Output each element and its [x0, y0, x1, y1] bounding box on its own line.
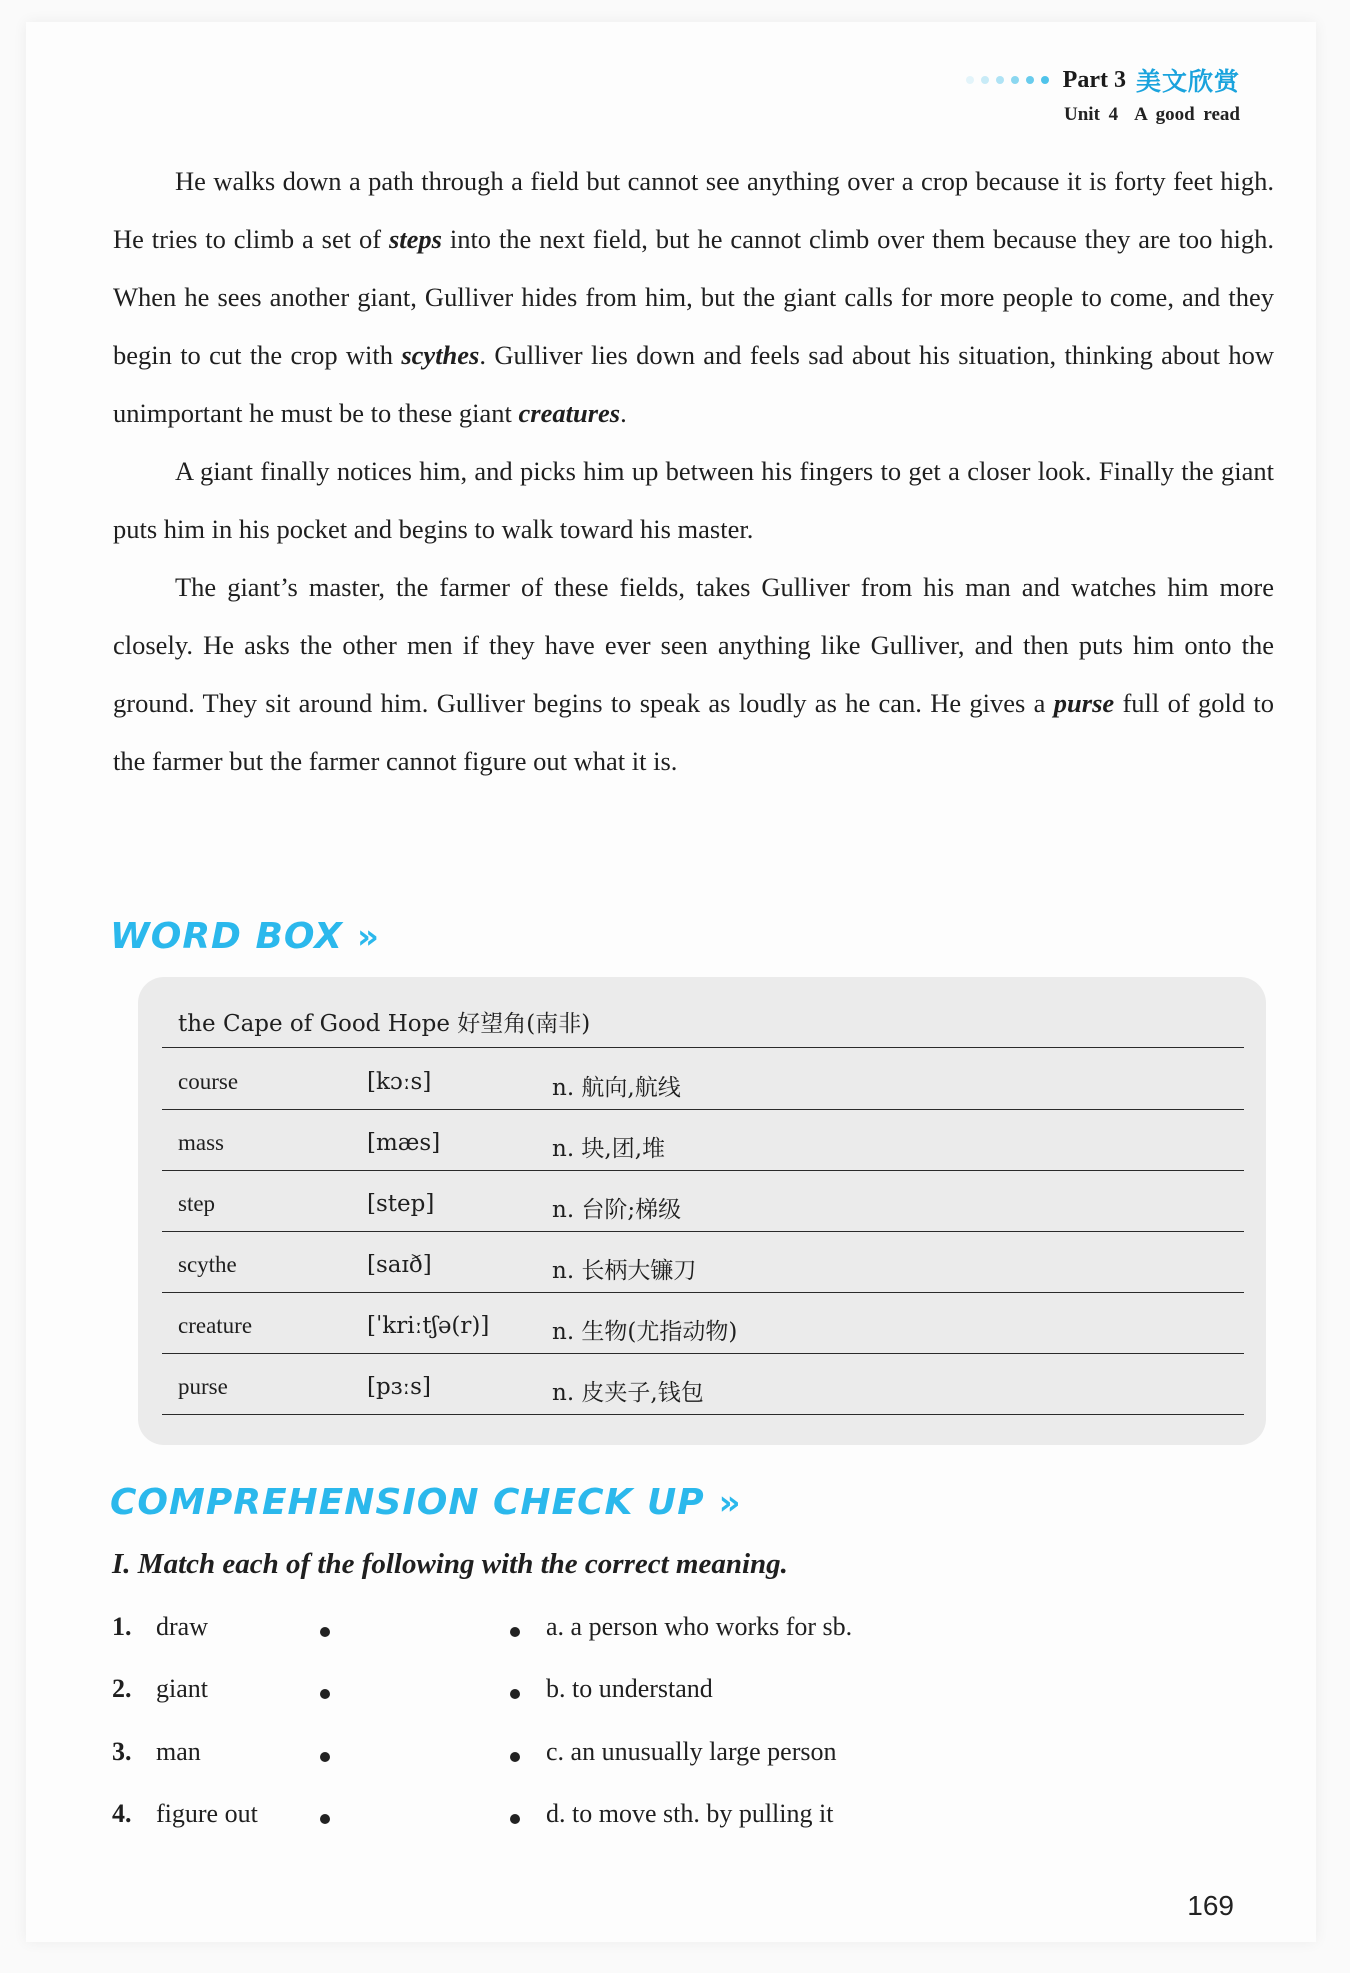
word-entry: step [step] n. 台阶;梯级	[162, 1171, 1244, 1232]
vocab-creatures: creatures	[518, 398, 621, 428]
word-box-title-entry: the Cape of Good Hope 好望角(南非)	[162, 995, 1244, 1048]
unit-title: A good read	[1134, 104, 1240, 125]
word-entry: purse [pɜːs] n. 皮夹子,钱包	[162, 1354, 1244, 1415]
match-point-left[interactable]	[320, 1627, 330, 1637]
part-label: Part 3	[1062, 66, 1126, 93]
page-header	[966, 62, 1240, 126]
unit-label: Unit 4	[1064, 104, 1119, 125]
page-number: 169	[1187, 1890, 1234, 1921]
part-chinese-title: 美文欣赏	[1135, 67, 1240, 96]
paragraph-2: A giant finally notices him, and picks him up between his fingers to get a closer look. Finally the giant puts him in his pocket and begins to walk toward his master.	[113, 456, 1274, 544]
match-point-left[interactable]	[320, 1814, 330, 1824]
decorative-dots	[966, 76, 1049, 84]
match-point-right[interactable]	[510, 1814, 520, 1824]
paragraph-3: The giant’s master, the farmer of these fields, takes Gulliver from his man and watches him more closely. He asks the other men if they have ever seen anything like Gulliver, and then puts him onto the ground. They sit around him. Gulliver begins to speak as loudly as he can. He gives a purse full of gold to the farmer but the farmer cannot figure out what it is.	[113, 572, 1274, 776]
vocab-steps: steps	[388, 224, 442, 254]
match-point-right[interactable]	[510, 1689, 520, 1699]
word-box-heading: WORD BOX »	[110, 916, 373, 957]
vocab-scythes: scythes	[401, 340, 480, 370]
vocab-purse: purse	[1053, 688, 1115, 718]
comprehension-heading: COMPREHENSION CHECK UP »	[110, 1482, 735, 1523]
word-entry: scythe [saɪð] n. 长柄大镰刀	[162, 1232, 1244, 1293]
match-item: 2. giant b. to understand	[112, 1674, 713, 1703]
word-entry: creature [ˈkriːtʃə(r)] n. 生物(尤指动物)	[162, 1293, 1244, 1354]
textbook-page	[26, 22, 1316, 1942]
double-chevron-icon: »	[356, 916, 373, 957]
story-text	[113, 152, 1274, 790]
exercise-instruction: I. Match each of the following with the correct meaning.	[112, 1548, 788, 1580]
match-point-right[interactable]	[510, 1627, 520, 1637]
match-point-right[interactable]	[510, 1752, 520, 1762]
match-item: 1. draw a. a person who works for sb.	[112, 1612, 853, 1641]
match-point-left[interactable]	[320, 1752, 330, 1762]
word-box	[138, 977, 1266, 1445]
match-item: 4. figure out d. to move sth. by pulling it	[112, 1799, 834, 1828]
word-entry: mass [mæs] n. 块,团,堆	[162, 1110, 1244, 1171]
word-entry: course [kɔːs] n. 航向,航线	[162, 1049, 1244, 1110]
match-point-left[interactable]	[320, 1689, 330, 1699]
double-chevron-icon: »	[718, 1482, 735, 1523]
match-item: 3. man c. an unusually large person	[112, 1737, 837, 1766]
paragraph-1: He walks down a path through a field but cannot see anything over a crop because it is forty feet high. He tries to climb a set of steps into the next field, but he cannot climb over them because they are too high. When he sees another giant, Gulliver hides from him, but the giant calls for more people to come, and they begin to cut the crop with scythes. Gulliver lies down and feels sad about his situation, thinking about how unimportant he must be to these giant creatures.	[113, 166, 1274, 428]
